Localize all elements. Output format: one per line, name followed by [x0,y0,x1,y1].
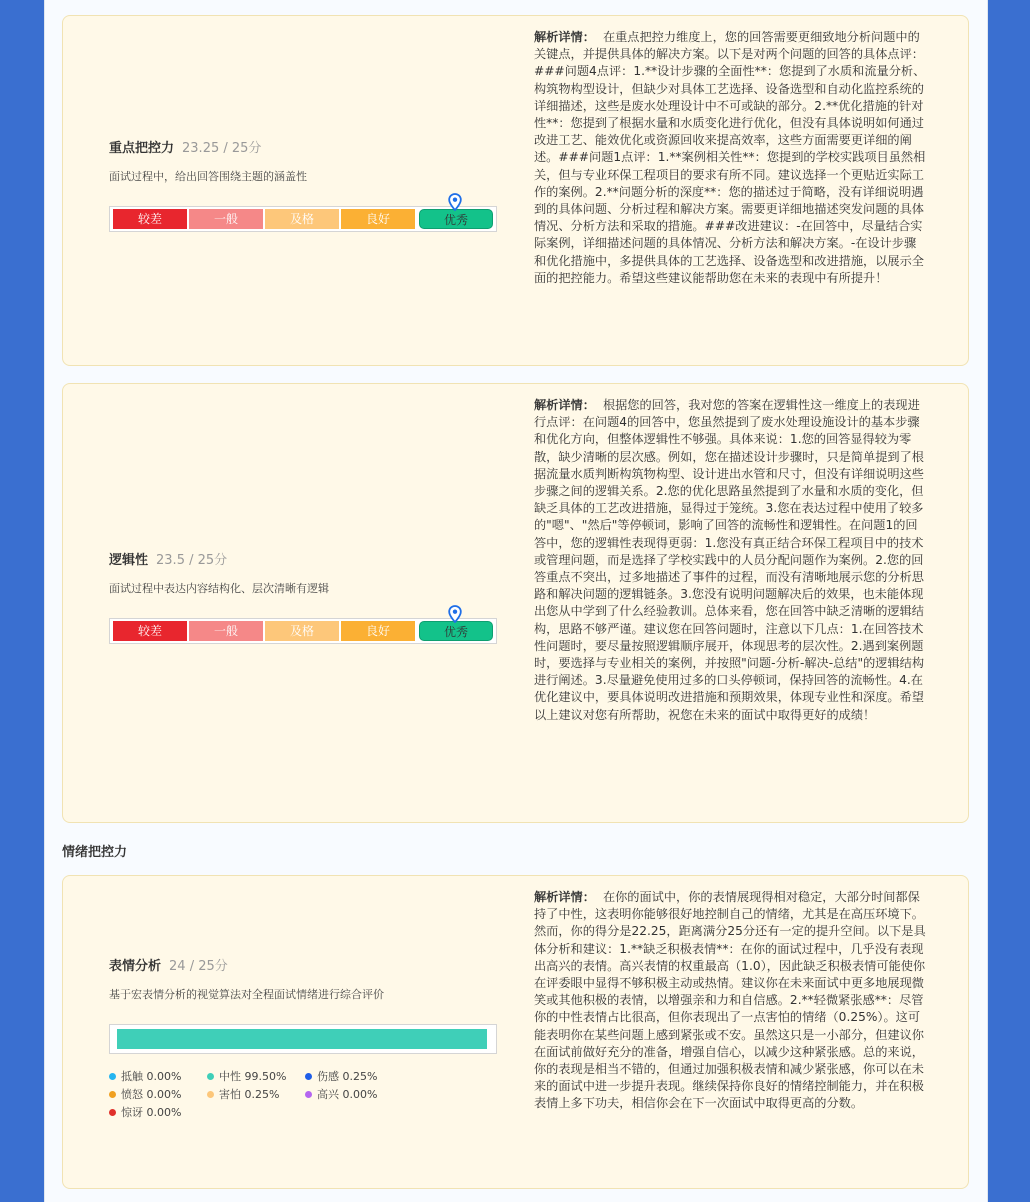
rating-pass: 及格 [265,209,339,229]
legend-dot-icon [305,1073,312,1080]
analysis-text: 在你的面试中，你的表情展现得相对稳定，大部分时间都保持了中性，这表明你能够很好地控制自己的情绪，尤其是在高压环境下。然而，你的得分是22.25，距离满分25分还有一定的提升空间。以下是具体分析和建议：1.**缺乏积极表情**：在你的面试过程中，几乎没有表现出高兴的表情。高兴表情的权重最高（1.0），因此缺乏积极表情可能使你在评委眼中显得不够积极主动或热情。建议你在未来面试中更多地展现微笑或其他积极的表情，以增强亲和力和自信感。2.**轻微紧张感**：尽管你的中性表情占比很高，但你表现出了一点害怕的情绪（0.25%）。这可能表明你在某些问题上感到紧张或不安。虽然这只是一小部分，但建议你在面试前做好充分的准备，增强自信心，以减少这种紧张感。总的来说，你的表现是相当不错的，但通过加强积极表情和减少紧张感，你可以在未来的面试中进一步提升表现。继续保持你良好的情绪控制能力，并在积极表情上多下功夫，相信你会在下一次面试中取得更高的分数。 [534,890,926,1111]
dimension-description: 面试过程中表达内容结构化、层次清晰有逻辑 [109,582,329,595]
analysis-detail [534,889,926,1113]
rating-good: 良好 [341,621,415,641]
legend-dot-icon [109,1073,116,1080]
emotion-bar-fill [117,1029,487,1049]
legend-dot-icon [109,1109,116,1116]
report-page [44,0,988,1202]
dimension-title: 逻辑性 [109,553,149,568]
section-title: 情绪把控力 [62,845,128,860]
dimension-title: 重点把控力 [109,141,175,156]
dimension-card-focus [62,15,969,366]
dimension-summary [109,955,499,1120]
analysis-text: 在重点把控力维度上，您的回答需要更细致地分析问题中的关键点，并提供具体的解决方案。以下是对两个问题的回答的具体点评：###问题4点评：1.**设计步骤的全面性**：您提到了水质和流量分析、构筑物构型设计，但缺少对具体工艺选择、设备选型和自动化监控系统的详细描述，这些是废水处理设计中不可或缺的部分。2.**优化措施的针对性**：您提到了根据水量和水质变化进行优化，但没有具体说明如何通过改进工艺、能效优化或资源回收来提高效率，这些方面需要更详细的阐述。###问题1点评：1.**案例相关性**：您提到的学校实践项目虽然相关，但与专业环保工程项目的要求有所不同。建议选择一个更贴近实际工作的案例。2.**问题分析的深度**：您的描述过于简略，没有详细说明遇到的具体问题、分析过程和解决方案。需要更详细地描述突发问题的具体情况、分析方法和采取的措施。###改进建议：-在回答中，尽量结合实际案例，详细描述问题的具体情况、分析方法和解决方案。-在设计步骤和优化措施中，多提供具体的工艺选择、设备选型和改进措施，以展示全面的把控能力。希望这些建议能帮助您在未来的表现中有所提升！ [534,30,926,285]
legend-label: 愤怒 0.00% [121,1088,182,1101]
rating-poor: 较差 [113,209,187,229]
legend-label: 伤感 0.25% [317,1070,378,1083]
rating-poor: 较差 [113,621,187,641]
emotion-bar [109,1024,497,1054]
rating-excellent: 优秀 [419,621,493,641]
emotion-legend-item [109,1104,207,1120]
analysis-detail [534,397,926,724]
legend-label: 高兴 0.00% [317,1088,378,1101]
legend-dot-icon [305,1091,312,1098]
location-pin-icon [448,193,462,211]
emotion-legend-item [305,1086,403,1102]
rating-fair: 一般 [189,209,263,229]
location-pin-icon [448,605,462,623]
dimension-summary [109,137,499,232]
dimension-score: 23.25 / 25分 [182,141,262,156]
rating-good: 良好 [341,209,415,229]
rating-pass: 及格 [265,621,339,641]
rating-scale [109,206,497,232]
legend-dot-icon [207,1073,214,1080]
dimension-title: 表情分析 [109,959,162,974]
dimension-description: 基于宏表情分析的视觉算法对全程面试情绪进行综合评价 [109,988,384,1001]
analysis-label: 解析详情： [534,30,595,44]
analysis-label: 解析详情： [534,890,595,904]
legend-label: 抵触 0.00% [121,1070,182,1083]
emotion-legend-item [109,1068,207,1084]
dimension-score: 24 / 25分 [169,959,228,974]
legend-dot-icon [109,1091,116,1098]
dimension-description: 面试过程中，给出回答围绕主题的涵盖性 [109,170,307,183]
emotion-legend-item [207,1086,305,1102]
dimension-summary [109,549,499,644]
legend-label: 惊讶 0.00% [121,1106,182,1119]
rating-scale [109,618,497,644]
dimension-card-logic [62,383,969,823]
emotion-card [62,875,969,1189]
dimension-score: 23.5 / 25分 [156,553,228,568]
emotion-legend-item [305,1068,403,1084]
rating-excellent: 优秀 [419,209,493,229]
legend-label: 害怕 0.25% [219,1088,280,1101]
emotion-legend-item [207,1068,305,1084]
analysis-text: 根据您的回答，我对您的答案在逻辑性这一维度上的表现进行点评：在问题4的回答中，您虽然提到了废水处理设施设计的基本步骤和优化方向，但整体逻辑性不够强。具体来说：1.您的回答显得较为零散，缺少清晰的层次感。例如，您在描述设计步骤时，只是简单提到了根据流量水质判断构筑物构型、设计进出水管和尺寸，但没有详细说明这些步骤之间的逻辑关系。2.您的优化思路虽然提到了水量和水质的变化，但缺乏具体的工艺改进措施，显得过于笼统。3.您在表达过程中使用了较多的"嗯"、"然后"等停顿词，影响了回答的流畅性和逻辑性。在问题1的回答中，您的逻辑性表现得更弱：1.您没有真正结合环保工程项目中的技术或管理问题，而是选择了学校实践中的人员分配问题作为案例。2.您的回答重点不突出，过多地描述了事件的过程，而没有清晰地展示您的分析思路和解决问题的逻辑链条。3.您没有说明问题解决后的效果，也未能体现出您从中学到了什么经验教训。总体来看，您在回答中缺乏清晰的逻辑结构，思路不够严谨。建议您在回答问题时，注意以下几点：1.在回答技术性问题时，要尽量按照逻辑顺序展开，体现思考的层次性。2.遇到案例题时，要选择与专业相关的案例，并按照"问题-分析-解决-总结"的逻辑结构进行阐述。3.尽量避免使用过多的口头停顿词，保持回答的流畅性。4.在优化建议中，要具体说明改进措施和预期效果，体现专业性和深度。希望以上建议对您有所帮助，祝您在未来的面试中取得更好的成绩！ [534,398,925,722]
analysis-detail [534,29,926,287]
rating-fair: 一般 [189,621,263,641]
analysis-label: 解析详情： [534,398,595,412]
emotion-legend [109,1068,499,1120]
emotion-legend-item [109,1086,207,1102]
legend-dot-icon [207,1091,214,1098]
legend-label: 中性 99.50% [219,1070,287,1083]
